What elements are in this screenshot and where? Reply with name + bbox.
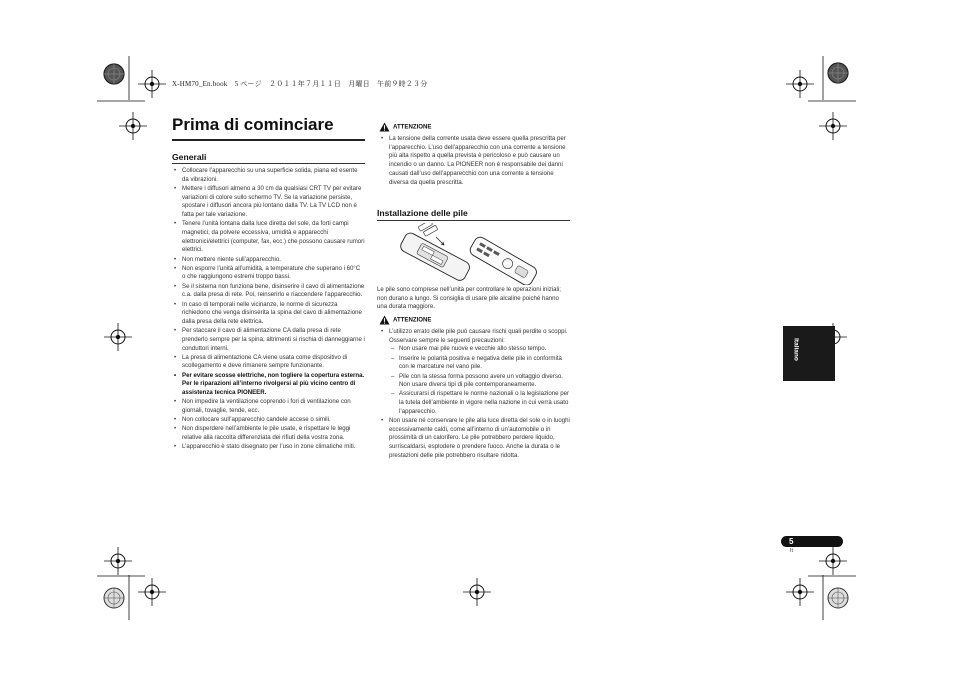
language-tab — [783, 326, 835, 381]
dash-item: – Non usare mai pile nuove e vecchie allo stesso tempo. — [389, 345, 570, 354]
warning-icon — [379, 122, 390, 132]
attenzione-label: ATTENZIONE — [393, 316, 432, 324]
list-item: • Non impedire la ventilazione coprendo i fori di ventilazione con giornali, tovaglie, tende, ecc. — [172, 398, 365, 415]
generali-rule — [172, 163, 365, 164]
page-number: 5 — [789, 537, 794, 546]
section-heading-generali: Generali — [172, 152, 207, 162]
attenzione-heading-1 — [379, 122, 431, 132]
generali-list — [172, 167, 365, 453]
list-item: • Per evitare scosse elettriche, non togliere la copertura esterna. Per le riparazioni all’interno rivolgersi al più vicino centro di assistenza tecnica PIONEER. — [172, 372, 365, 398]
pile-rule — [377, 220, 570, 221]
attenzione-heading-2 — [379, 315, 431, 325]
list-item: • Non disperdere nell’ambiente le pile usate, e rispettare le leggi relative alla raccolta differenziata dei rifiuti della vostra zona. — [172, 425, 365, 442]
list-item: • Tenere l’unità lontana dalla luce diretta del sole, da forti campi magnetici, da polvere eccessiva, umidità e apparecchi elettronici/elettrici (computer, fax, ecc.) che possono causare rumori elettrici. — [172, 220, 365, 255]
book-header: X-HM70_En.book 5 ページ ２０１１年７月１１日 月曜日 午前９時２３分 — [172, 80, 428, 88]
warning-icon — [379, 315, 390, 325]
dash-item: – Pile con la stessa forma possono avere un voltaggio diverso. Non usare diversi tipi di pile contemporaneamente. — [389, 373, 570, 390]
list-item: • Non mettere niente sull’apparecchio. — [172, 256, 365, 265]
list-item: • Non esporre l’unità all’umidità, a temperature che superano i 60°C o che raggiungono estremi troppo bassi. — [172, 265, 365, 282]
battery-install-illustration — [400, 223, 545, 285]
dash-item: – Inserire le polarità positiva e negativa delle pile in conformità con le marcature nel vano pile. — [389, 355, 570, 372]
page-title: Prima di cominciare — [172, 115, 334, 134]
list-item: • Collocare l’apparecchio su una superficie solida, piana ed esente da vibrazioni. — [172, 167, 365, 184]
list-item — [379, 328, 570, 417]
dash-list — [389, 345, 570, 416]
list-item: • La tensione della corrente usata deve essere quella prescritta per l’apparecchio. L’uso dell’apparecchio con una corrente a tensione più alta rispetto a quella prevista è pericoloso e può causare un incendio o un danno. La PIONEER non è responsabile dei danni causati dall’uso dell’apparecchio con una corrente a tensione diversa da quella prescritta. — [379, 135, 570, 187]
attenzione-lead: L’utilizzo errato delle pile può causare rischi quali perdite o scoppi. Osservare sempre le seguenti precauzioni: — [389, 328, 568, 344]
page-language-code: It — [790, 548, 794, 554]
list-item: • L’apparecchio è stato disegnato per l’uso in zone climatiche miti. — [172, 443, 365, 452]
list-item: • Non usare né conservare le pile alla luce diretta del sole o in luoghi eccessivamente caldi, come all’interno di un’automobile o in prossimità di un calorifero. Le pile potrebbero perdere liquido, surriscaldarsi, esplodere o prendere fuoco. Anche la durata o le prestazioni delle pile potrebbero risultare ridotta. — [379, 417, 570, 461]
list-item: • Se il sistema non funziona bene, disinserire il cavo di alimentazione c.a. dalla presa di rete. Poi, reinserirlo e riaccendere l’apparecchio. — [172, 283, 365, 300]
attenzione-list-1 — [379, 135, 570, 188]
language-tab-label: Italiano — [792, 338, 800, 361]
attenzione-label: ATTENZIONE — [393, 123, 432, 131]
list-item: • La presa di alimentazione CA viene usata come dispositivo di scollegamento e deve rimanere sempre funzionante. — [172, 354, 365, 371]
list-item: • In caso di temporali nelle vicinanze, le norme di sicurezza richiedono che venga disinserita la spina del cavo di alimentazione dalla presa della rete elettrica. — [172, 301, 365, 327]
attenzione-list-2 — [379, 328, 570, 461]
list-item: • Non collocare sull’apparecchio candele accese o simili. — [172, 416, 365, 425]
pile-intro: Le pile sono comprese nell’unità per controllare le operazioni iniziali; non durano a lungo. Si consiglia di usare pile alcaline poiché hanno una durata maggiore. — [377, 286, 561, 311]
list-item: • Mettere i diffusori almeno a 30 cm da qualsiasi CRT TV per evitare variazioni di colore sullo schermo TV. Se la variazione persiste, spostare i diffusori ancora più lontano dalla TV. La TV LCD non è fatta per tale variazione. — [172, 185, 365, 220]
list-item: • Per staccare il cavo di alimentazione CA dalla presa di rete prenderlo sempre per la spina, altrimenti si rischia di danneggiarne i conduttori interni. — [172, 327, 365, 353]
dash-item: – Assicurarsi di rispettare le norme nazionali o la legislazione per la tutela dell’ambiente in vigore nella nazione in cui verrà usato l’apparecchio. — [389, 390, 570, 416]
title-rule — [172, 139, 365, 141]
section-heading-pile: Installazione delle pile — [377, 208, 468, 218]
